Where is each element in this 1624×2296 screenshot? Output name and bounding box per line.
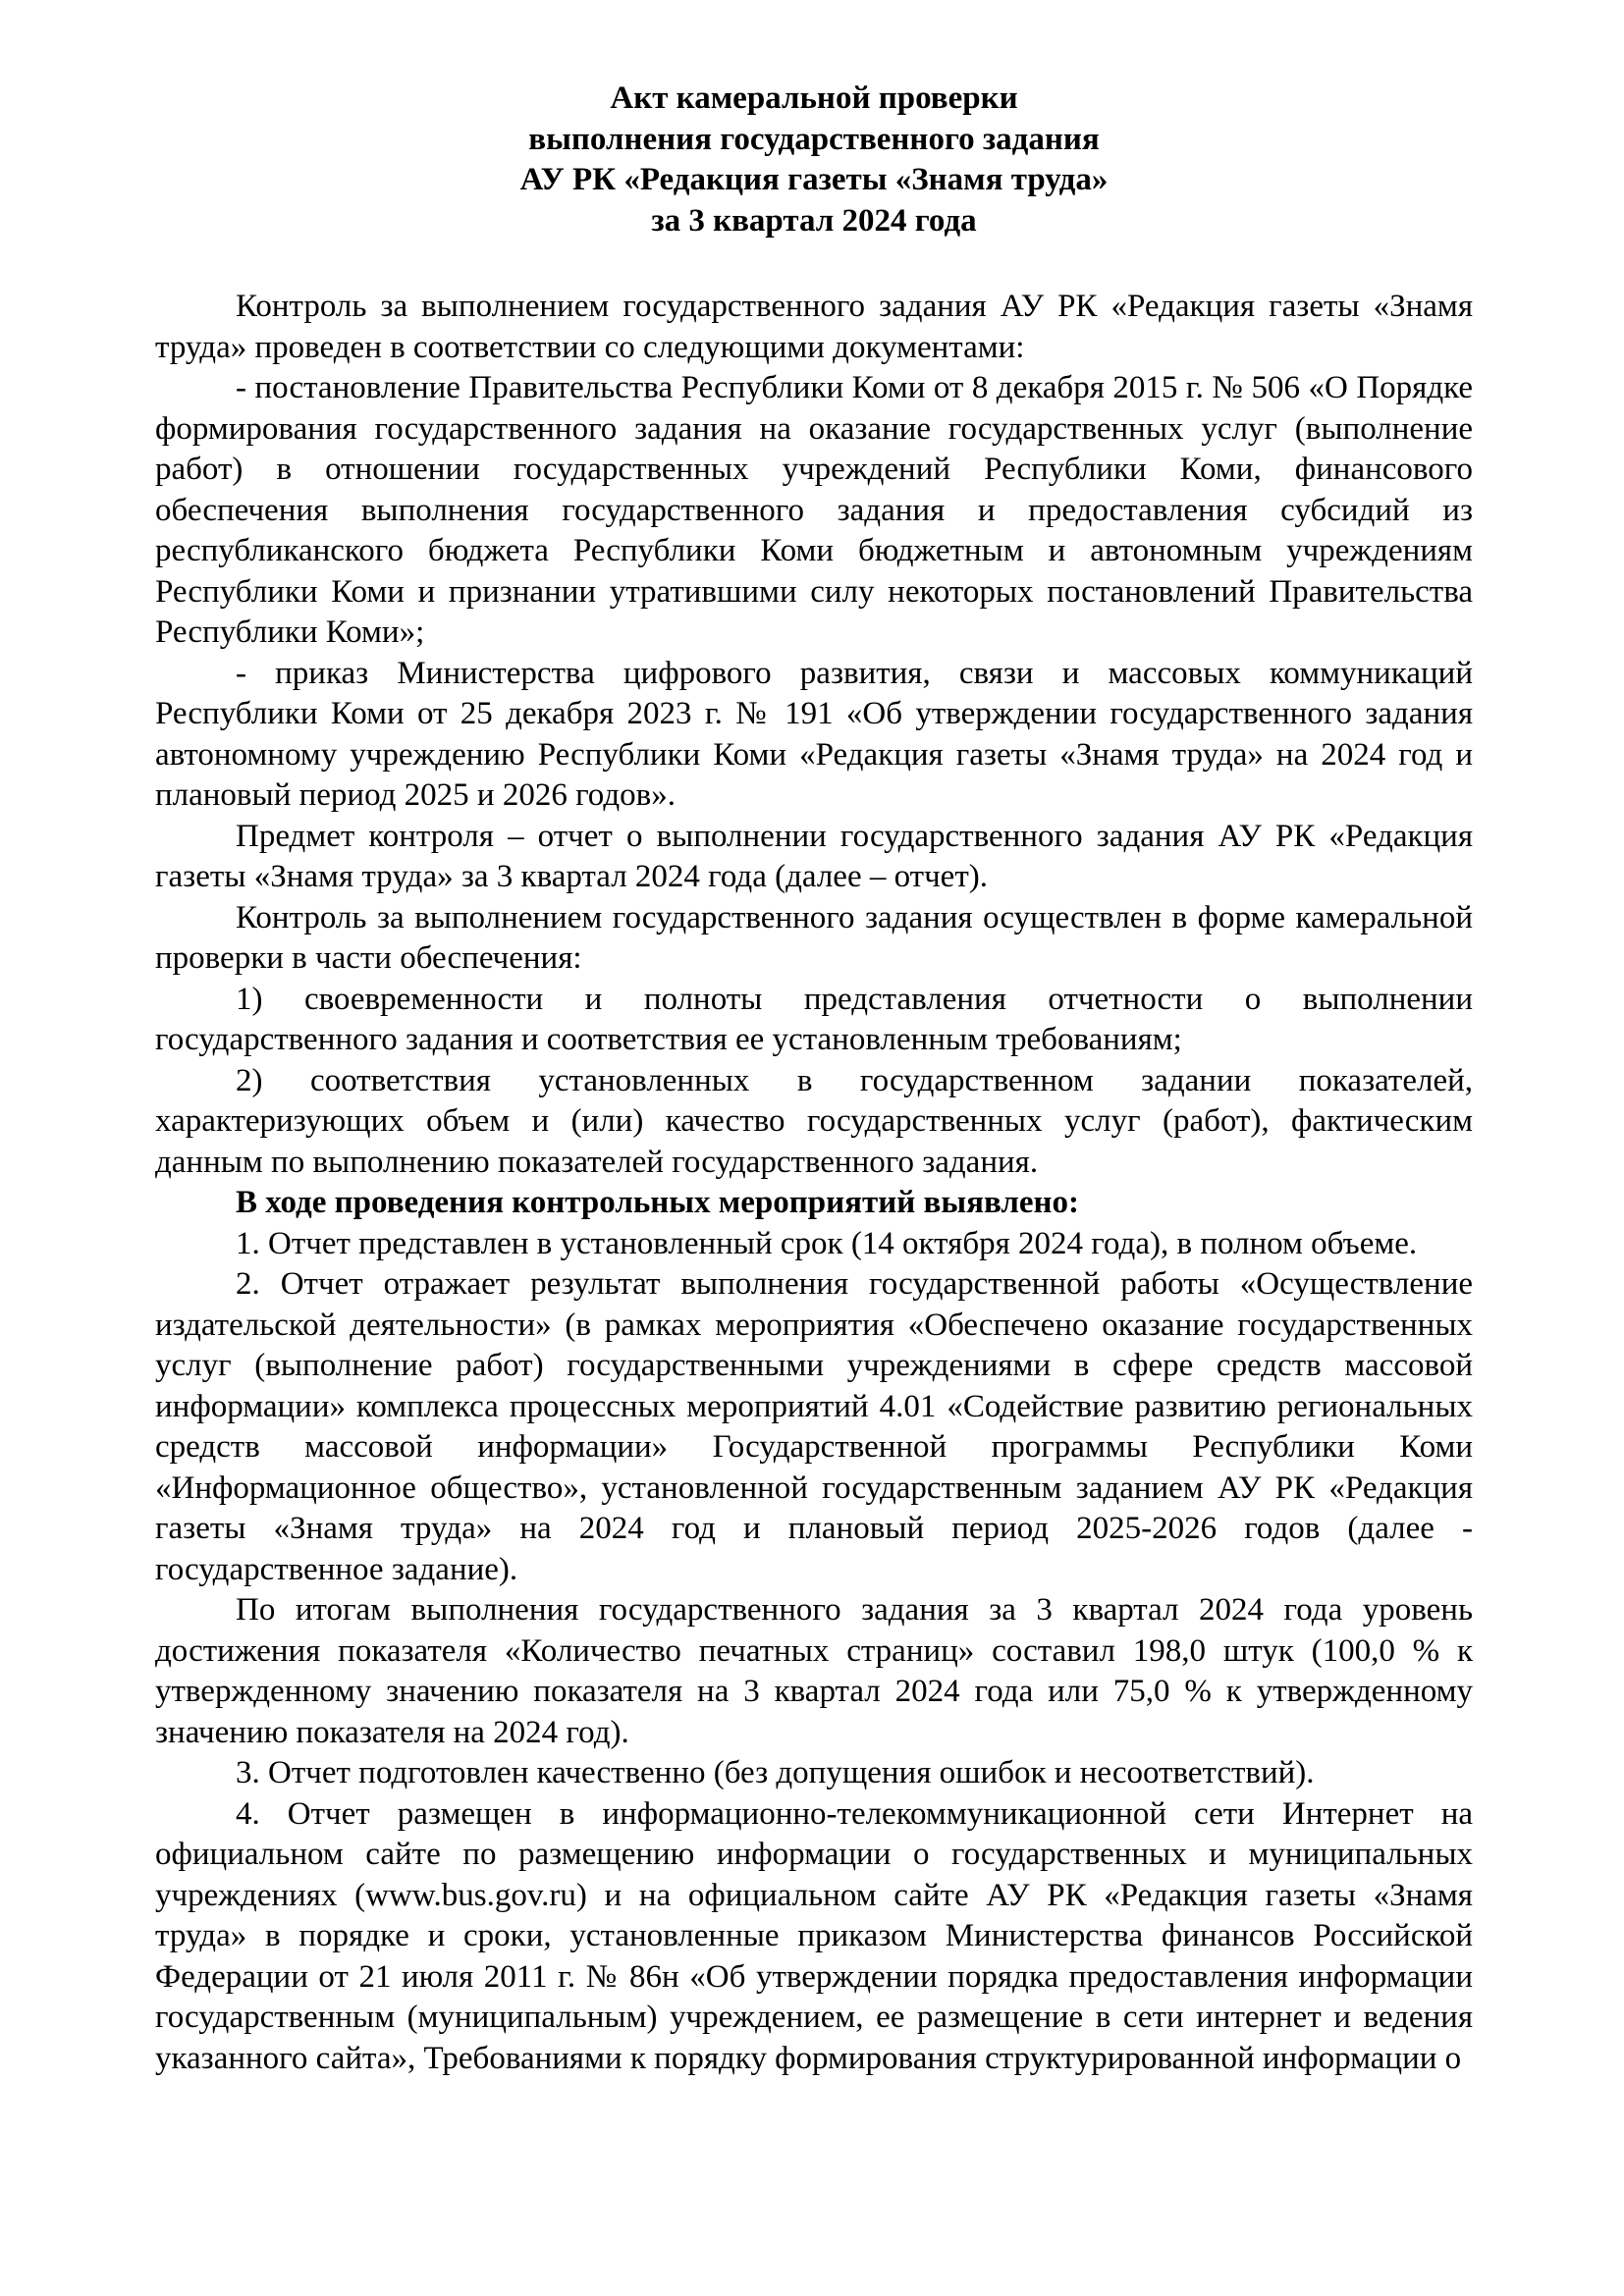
paragraph-intro: Контроль за выполнением государственного задания АУ РК «Редакция газеты «Знамя труда» проведен в соответствии со следующими документами: [155,289,1473,365]
title-line: за 3 квартал 2024 года [651,202,977,239]
paragraph-item-1: 1) своевременности и полноты представления отчетности о выполнении государственного задания и соответствия ее установленным требованиям; [155,981,1473,1057]
title-line: Акт камеральной проверки [610,80,1018,116]
document-page [155,79,1473,2079]
document-body [155,287,1473,2079]
paragraph-finding-2: 2. Отчет отражает результат выполнения государственной работы «Осуществление издательской деятельности» (в рамках мероприятия «Обеспечено оказание государственных услуг (выполнение работ) государственными учреждениями в сфере средств массовой информации» комплекса процессных мероприятий 4.01 «Содействие развитию региональных средств массовой информации» Государственной программы Республики Коми «Информационное общество», установленной государственным заданием АУ РК «Редакция газеты «Знамя труда» на 2024 год и плановый период 2025-2026 годов (далее - государственное задание). [155,1266,1473,1587]
paragraph-findings-heading: В ходе проведения контрольных мероприятий выявлено: [236,1185,1079,1220]
paragraph-finding-3: 3. Отчет подготовлен качественно (без допущения ошибок и несоответствий). [236,1755,1315,1790]
paragraph-subject: Предмет контроля – отчет о выполнении государственного задания АУ РК «Редакция газеты «Знамя труда» за 3 квартал 2024 года (далее – отчет). [155,818,1473,894]
paragraph-finding-4: 4. Отчет размещен в информационно-телекоммуникационной сети Интернет на официальном сайте по размещению информации о государственных и муниципальных учреждениях (www.bus.gov.ru) и на официальном сайте АУ РК «Редакция газеты «Знамя труда» в порядке и сроки, установленные приказом Министерства финансов Российской Федерации от 21 июля 2011 г. № 86н «Об утверждении порядка предоставления информации государственным (муниципальным) учреждением, ее размещение в сети интернет и ведения указанного сайта», Требованиями к порядку формирования структурированной информации о [155,1795,1473,2076]
document-title [155,79,1473,241]
paragraph-results: По итогам выполнения государственного задания за 3 квартал 2024 года уровень достижения показателя «Количество печатных страниц» составил 198,0 штук (100,0 % к утвержденному значению показателя на 3 квартал 2024 года или 75,0 % к утвержденному значению показателя на 2024 год). [155,1592,1473,1750]
paragraph-control-form: Контроль за выполнением государственного задания осуществлен в форме камеральной проверки в части обеспечения: [155,899,1473,976]
paragraph-finding-1: 1. Отчет представлен в установленный срок (14 октября 2024 года), в полном объеме. [236,1225,1418,1261]
paragraph-item-2: 2) соответствия установленных в государственном задании показателей, характеризующих объем и (или) качество государственных услуг (работ), фактическим данным по выполнению показателей государственного задания. [155,1062,1473,1180]
paragraph-doc-2: - приказ Министерства цифрового развития, связи и массовых коммуникаций Республики Коми от 25 декабря 2023 г. № 191 «Об утверждении государственного задания автономному учреждению Республики Коми «Редакция газеты «Знамя труда» на 2024 год и плановый период 2025 и 2026 годов». [155,655,1473,813]
title-line: АУ РК «Редакция газеты «Знамя труда» [519,162,1109,197]
title-line: выполнения государственного задания [528,121,1100,157]
paragraph-doc-1: - постановление Правительства Республики Коми от 8 декабря 2015 г. № 506 «О Порядке формирования государственного задания на оказание государственных услуг (выполнение работ) в отношении государственных учреждений Республики Коми, финансового обеспечения выполнения государственного задания и предоставления субсидий из республиканского бюджета Республики Коми бюджетным и автономным учреждениям Республики Коми и признании утратившими силу некоторых постановлений Правительства Республики Коми»; [155,370,1473,650]
